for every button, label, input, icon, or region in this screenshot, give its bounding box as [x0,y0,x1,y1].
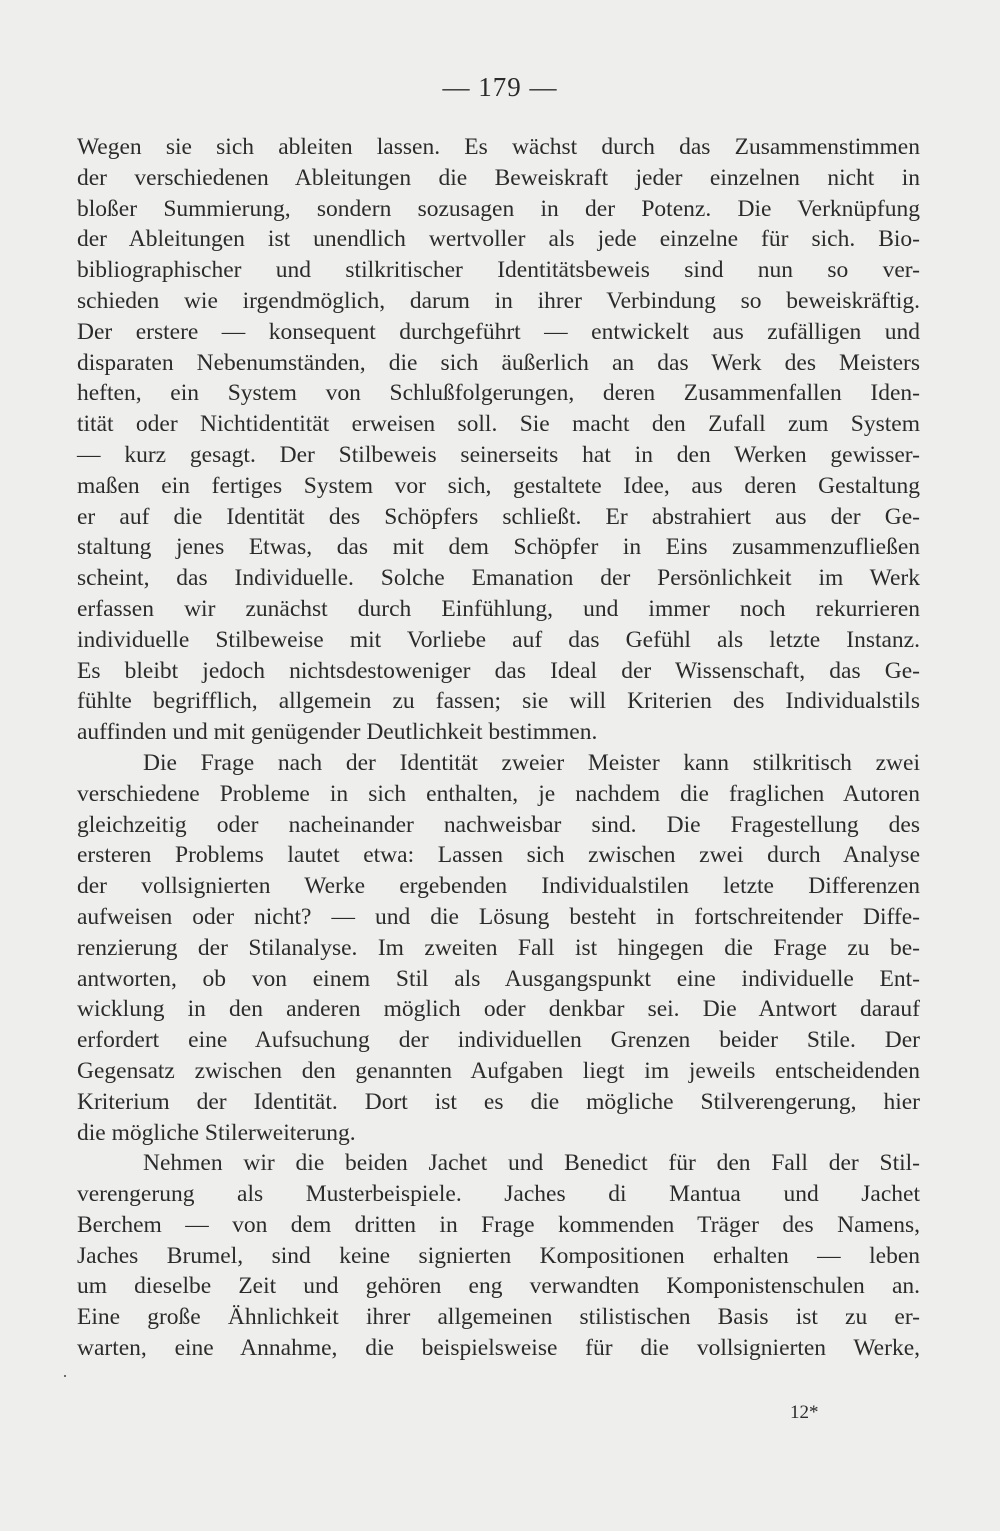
text-line: warten, eine Annahme, die beispielsweise für die vollsignierten Werke, [77,1335,920,1362]
text-line: Berchem — von dem dritten in Frage kommenden Träger des Namens, [77,1211,920,1238]
text-line: Der erstere — konsequent durchgeführt — entwickelt aus zufälligen und [77,318,920,345]
text-line: tität oder Nichtidentität erweisen soll. Sie macht den Zufall zum System [77,411,920,438]
text-line: fühlte begrifflich, allgemein zu fassen; sie will Kriterien des Individualstils [77,688,920,715]
text-line: disparaten Nebenumständen, die sich äußerlich an das Werk des Meisters [77,349,920,376]
text-line: der Ableitungen ist unendlich wertvoller als jede einzelne für sich. Bio- [77,226,920,253]
text-line: Gegensatz zwischen den genannten Aufgaben liegt im jeweils entscheidenden [77,1057,920,1084]
text-line: aufweisen oder nicht? — und die Lösung besteht in fortschreitender Diffe- [77,903,920,930]
printer-signature: 12* [790,1402,819,1423]
text-line: ersteren Problems lautet etwa: Lassen sich zwischen zwei durch Analyse [77,842,920,869]
text-line: antworten, ob von einem Stil als Ausgangspunkt eine individuelle Ent- [77,965,920,992]
text-line: der verschiedenen Ableitungen die Beweiskraft jeder einzelnen nicht in [77,164,920,191]
body-text [77,132,920,1364]
text-line: bibliographischer und stilkritischer Identitätsbeweis sind nun so ver- [77,257,920,284]
text-line: verengerung als Musterbeispiele. Jaches di Mantua und Jachet [77,1181,920,1208]
text-line: gleichzeitig oder nacheinander nachweisbar sind. Die Fragestellung des [77,811,920,838]
text-line: er auf die Identität des Schöpfers schließt. Er abstrahiert aus der Ge- [77,503,920,530]
text-line: bloßer Summierung, sondern sozusagen in der Potenz. Die Verknüpfung [77,195,920,222]
text-line: Eine große Ähnlichkeit ihrer allgemeinen stilistischen Basis ist zu er- [77,1304,920,1331]
text-line: renzierung der Stilanalyse. Im zweiten Fall ist hingegen die Frage zu be- [77,934,920,961]
text-line: Die Frage nach der Identität zweier Meister kann stilkritisch zwei [143,749,920,776]
margin-dot: · [62,1366,68,1386]
text-line: — kurz gesagt. Der Stilbeweis seinerseits hat in den Werken gewisser- [77,441,920,468]
text-line: individuelle Stilbeweise mit Vorliebe auf das Gefühl als letzte Instanz. [77,626,920,653]
text-line: Kriterium der Identität. Dort ist es die mögliche Stilverengerung, hier [77,1088,920,1115]
text-line: staltung jenes Etwas, das mit dem Schöpfer in Eins zusammenzufließen [77,534,920,561]
text-line: Wegen sie sich ableiten lassen. Es wächst durch das Zusammenstimmen [77,134,920,160]
text-line: der vollsignierten Werke ergebenden Individualstilen letzte Differenzen [77,873,920,900]
text-line: verschiedene Probleme in sich enthalten, je nachdem die fraglichen Autoren [77,780,920,807]
text-line: schieden wie irgendmöglich, darum in ihrer Verbindung so beweiskräftig. [77,287,920,314]
text-line: um dieselbe Zeit und gehören eng verwandten Komponistenschulen an. [77,1273,920,1300]
text-line: Nehmen wir die beiden Jachet und Benedict für den Fall der Stil- [143,1150,920,1177]
text-line: scheint, das Individuelle. Solche Emanation der Persönlichkeit im Werk [77,565,920,592]
text-line: wicklung in den anderen möglich oder denkbar sei. Die Antwort darauf [77,996,920,1023]
text-line: Es bleibt jedoch nichtsdestoweniger das Ideal der Wissenschaft, das Ge- [77,657,920,684]
text-line: maßen ein fertiges System vor sich, gestaltete Idee, aus deren Gestaltung [77,472,920,499]
text-line: heften, ein System von Schlußfolgerungen, deren Zusammenfallen Iden- [77,380,920,407]
text-line: erfassen wir zunächst durch Einfühlung, und immer noch rekurrieren [77,595,920,622]
text-line: die mögliche Stilerweiterung. [77,1119,356,1146]
text-line: Jaches Brumel, sind keine signierten Kompositionen erhalten — leben [77,1242,920,1269]
page-number: — 179 — [442,72,558,102]
text-line: auffinden und mit genügender Deutlichkeit bestimmen. [77,719,598,746]
text-line: erfordert eine Aufsuchung der individuellen Grenzen beider Stile. Der [77,1027,920,1054]
